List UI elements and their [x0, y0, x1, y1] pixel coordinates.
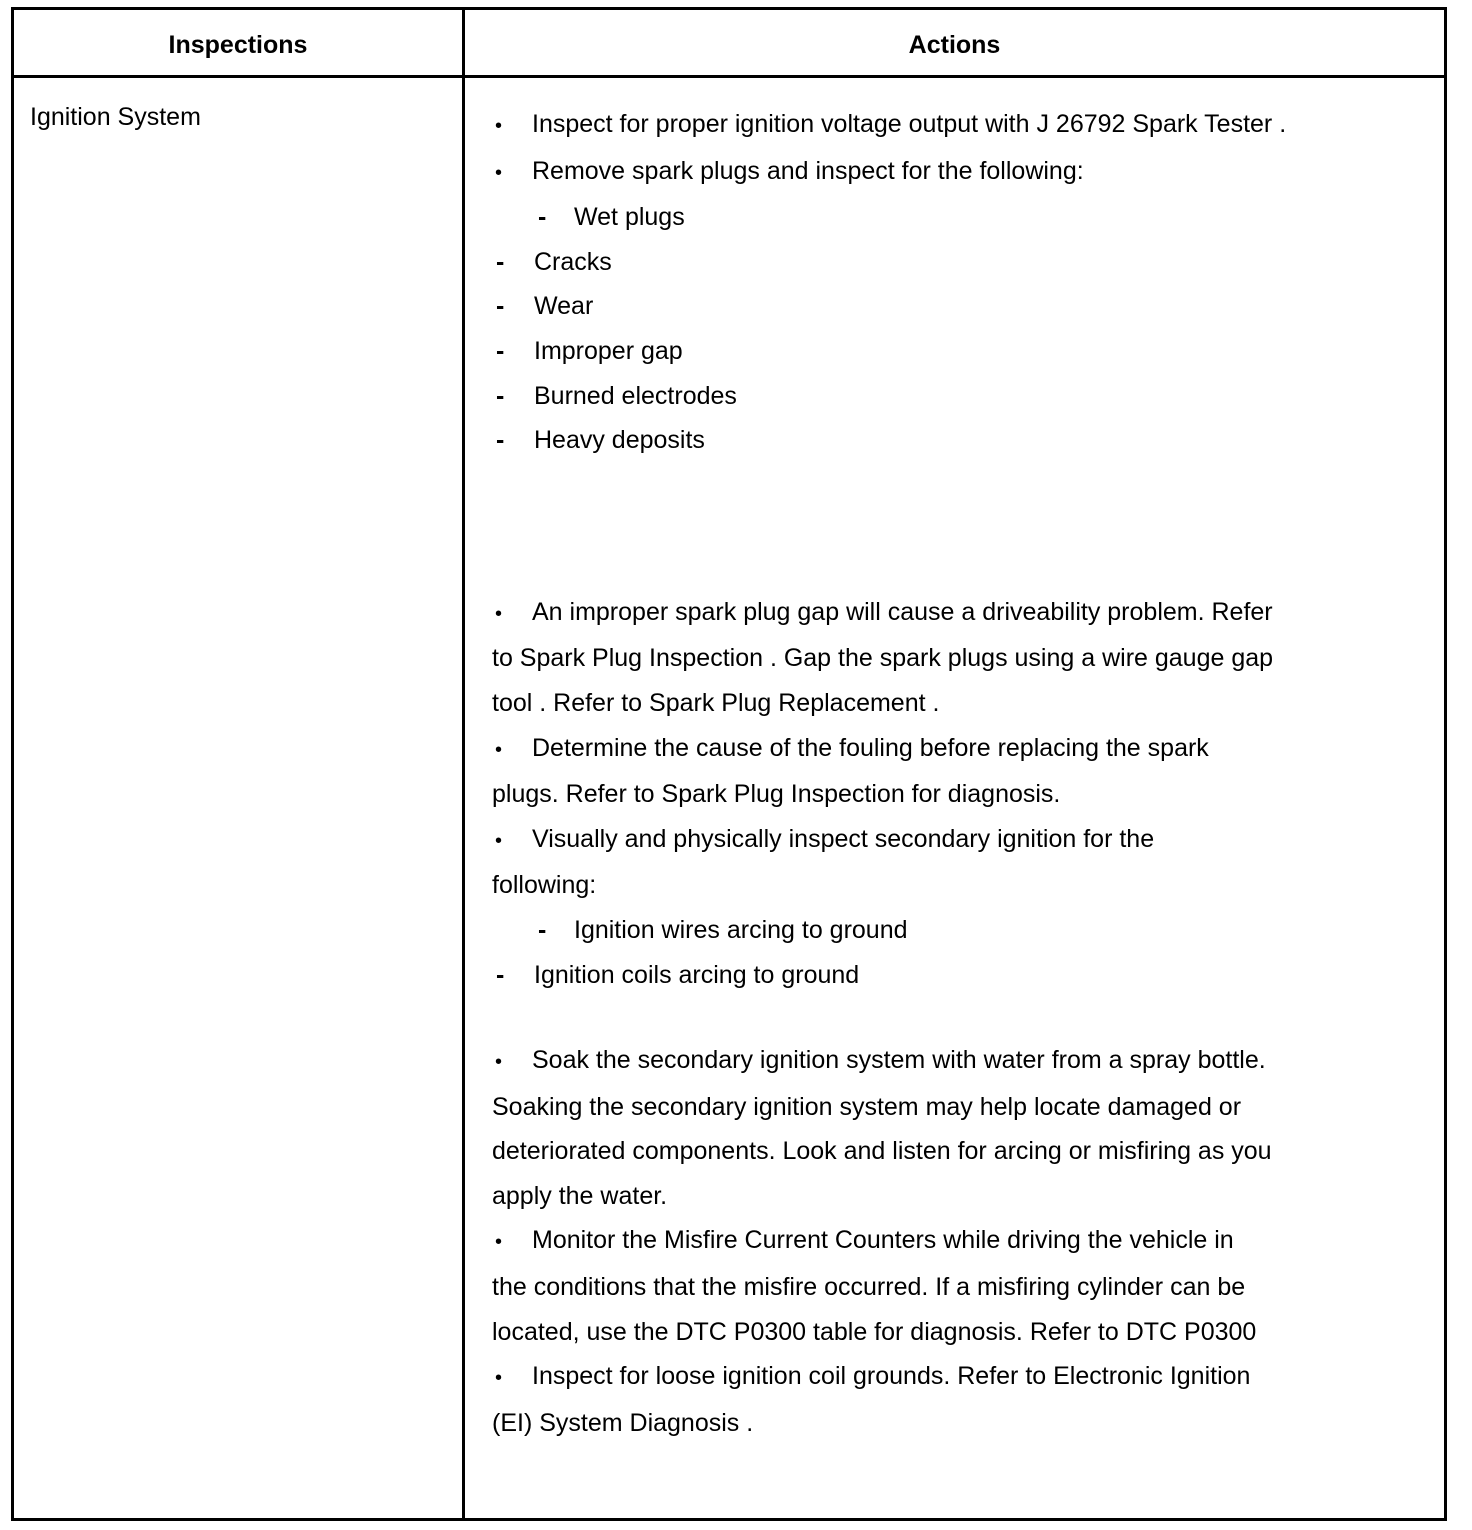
sub-item — [492, 953, 1372, 998]
action-text: Soak the secondary ignition system with water from a spray bottle. — [532, 1046, 1266, 1075]
sub-item — [492, 374, 1372, 419]
action-text-line: to Spark Plug Inspection . Gap the spark plugs using a wire gauge gap — [492, 644, 1274, 673]
action-item — [492, 1218, 1372, 1265]
sub-item — [492, 240, 1372, 285]
action-text: Monitor the Misfire Current Counters while driving the vehicle in — [532, 1226, 1234, 1255]
sub-item-text: Cracks — [534, 247, 612, 276]
action-text-line: following: — [492, 871, 597, 900]
sub-item-text: Wear — [534, 292, 594, 321]
sub-item — [492, 284, 1372, 329]
sub-item-text: Burned electrodes — [534, 381, 737, 410]
dash-icon: - — [538, 203, 547, 232]
action-item — [492, 817, 1372, 864]
action-text: An improper spark plug gap will cause a driveability problem. Refer — [532, 597, 1273, 626]
bullet-icon: • — [495, 1367, 503, 1390]
action-text-line: Soaking the secondary ignition system may help locate damaged or — [492, 1092, 1242, 1121]
action-text: Remove spark plugs and inspect for the following: — [532, 156, 1084, 185]
header-divider — [14, 75, 1444, 78]
action-text-line: (EI) System Diagnosis . — [492, 1408, 754, 1437]
action-item — [492, 726, 1372, 773]
dash-icon: - — [496, 336, 505, 365]
sub-item — [492, 418, 1372, 463]
dash-icon: - — [496, 247, 505, 276]
action-text-line: deteriorated components. Look and listen for arcing or misfiring as you — [492, 1137, 1272, 1166]
action-item — [492, 1038, 1372, 1085]
action-text-line: apply the water. — [492, 1181, 668, 1210]
bullet-icon: • — [495, 738, 503, 761]
inspection-table — [11, 7, 1447, 1521]
spacer — [492, 463, 1372, 590]
action-item — [492, 149, 1372, 196]
bullet-icon: • — [495, 602, 503, 625]
dash-icon: - — [496, 960, 505, 989]
action-item — [492, 590, 1372, 637]
bullet-icon: • — [495, 115, 503, 137]
bullet-icon: • — [495, 1051, 503, 1074]
column-divider — [462, 10, 465, 1518]
inspection-cell: Ignition System — [30, 103, 201, 131]
action-text: Determine the cause of the fouling before replacing the spark — [532, 733, 1209, 762]
sub-item-text: Ignition coils arcing to ground — [534, 960, 860, 989]
sub-item-text: Ignition wires arcing to ground — [574, 915, 908, 944]
sub-item-text: Heavy deposits — [534, 426, 705, 455]
dash-icon: - — [496, 426, 505, 455]
sub-item — [492, 195, 1372, 240]
action-text-line: located, use the DTC P0300 table for diagnosis. Refer to DTC P0300 — [492, 1317, 1257, 1346]
header-inspections: Inspections — [168, 31, 308, 59]
action-text-line: the conditions that the misfire occurred. If a misfiring cylinder can be — [492, 1273, 1246, 1302]
action-text: Inspect for proper ignition voltage output with J 26792 Spark Tester . — [532, 110, 1287, 138]
sub-item-text: Wet plugs — [574, 203, 685, 232]
action-text-line: plugs. Refer to Spark Plug Inspection for diagnosis. — [492, 780, 1061, 809]
spacer — [492, 997, 1372, 1038]
dash-icon: - — [496, 292, 505, 321]
dash-icon: - — [538, 915, 547, 944]
actions-cell — [492, 102, 1372, 1445]
action-text: Visually and physically inspect secondary ignition for the — [532, 824, 1155, 853]
header-actions: Actions — [908, 31, 1001, 59]
dash-icon: - — [496, 381, 505, 410]
bullet-icon: • — [495, 829, 503, 852]
action-text: Inspect for loose ignition coil grounds. Refer to Electronic Ignition — [532, 1362, 1251, 1391]
action-text-line: tool . Refer to Spark Plug Replacement . — [492, 688, 940, 717]
sub-item-text: Improper gap — [534, 336, 683, 365]
bullet-icon: • — [495, 161, 503, 184]
sub-item — [492, 329, 1372, 374]
bullet-icon: • — [495, 1231, 503, 1254]
action-item — [492, 1354, 1372, 1401]
action-item — [492, 102, 1372, 149]
sub-item — [492, 908, 1372, 953]
